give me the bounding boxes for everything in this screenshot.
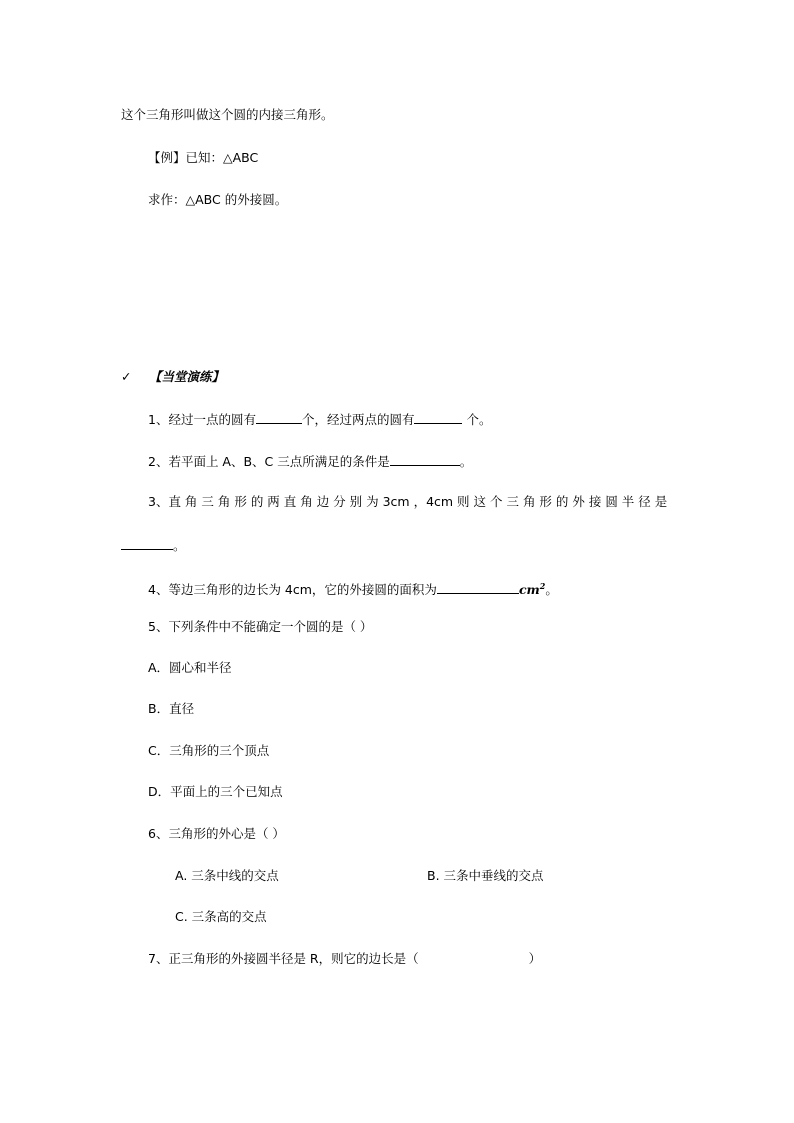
- section-title: 【当堂演练】: [149, 369, 225, 384]
- q1-text-c: 个。: [462, 412, 492, 427]
- check-icon: ✓: [121, 369, 132, 384]
- q5-option-a: A．圆心和半径: [148, 660, 232, 675]
- question-7: [148, 951, 541, 967]
- question-3-continued: [121, 537, 186, 554]
- q1-text-b: 个，经过两点的圆有: [301, 412, 415, 427]
- question-3: 3、直 角 三 角 形 的 两 直 角 边 分 别 为 3cm ，4cm 则 这 个 三 角 形 的 外 接 圆 半 径 是: [148, 494, 668, 509]
- q6-option-b: B. 三条中垂线的交点: [427, 868, 544, 883]
- q5-option-c: C．三角形的三个顶点: [148, 743, 270, 758]
- section-heading: [121, 369, 224, 385]
- q1-blank-1[interactable]: [256, 411, 302, 424]
- example-given: 【例】已知：△ABC: [148, 150, 259, 165]
- q2-text-a: 2、若平面上 A、B、C 三点所满足的条件是: [148, 454, 390, 469]
- q7-end: ）: [528, 951, 542, 966]
- question-4: [148, 578, 558, 598]
- intro-text: 这个三角形叫做这个圆的内接三角形。: [121, 107, 334, 122]
- question-1: [148, 411, 491, 428]
- q1-blank-2[interactable]: [414, 411, 462, 424]
- q1-text-a: 1、经过一点的圆有: [148, 412, 256, 427]
- example-construct: 求作：△ABC 的外接圆。: [148, 192, 288, 207]
- q4-blank[interactable]: [437, 581, 519, 594]
- q7-stem: 7、正三角形的外接圆半径是 R，则它的边长是（: [148, 951, 419, 966]
- q5-option-b: B．直径: [148, 701, 195, 716]
- q2-blank[interactable]: [390, 453, 460, 466]
- q3-text-b: 。: [173, 538, 186, 553]
- question-5-stem: 5、下列条件中不能确定一个圆的是（ ）: [148, 619, 373, 634]
- question-2: [148, 453, 472, 470]
- q3-blank[interactable]: [121, 537, 173, 550]
- q4-unit: $cm^2$: [518, 581, 546, 598]
- q4-text-a: 4、等边三角形的边长为 4cm，它的外接圆的面积为: [148, 582, 437, 598]
- q4-text-b: 。: [545, 582, 558, 598]
- q6-option-c: C. 三条高的交点: [175, 909, 267, 924]
- q6-option-a: A. 三条中线的交点: [175, 868, 279, 883]
- question-6-stem: 6、三角形的外心是（ ）: [148, 826, 285, 841]
- q5-option-d: D．平面上的三个已知点: [148, 784, 283, 799]
- q2-text-b: 。: [459, 454, 473, 469]
